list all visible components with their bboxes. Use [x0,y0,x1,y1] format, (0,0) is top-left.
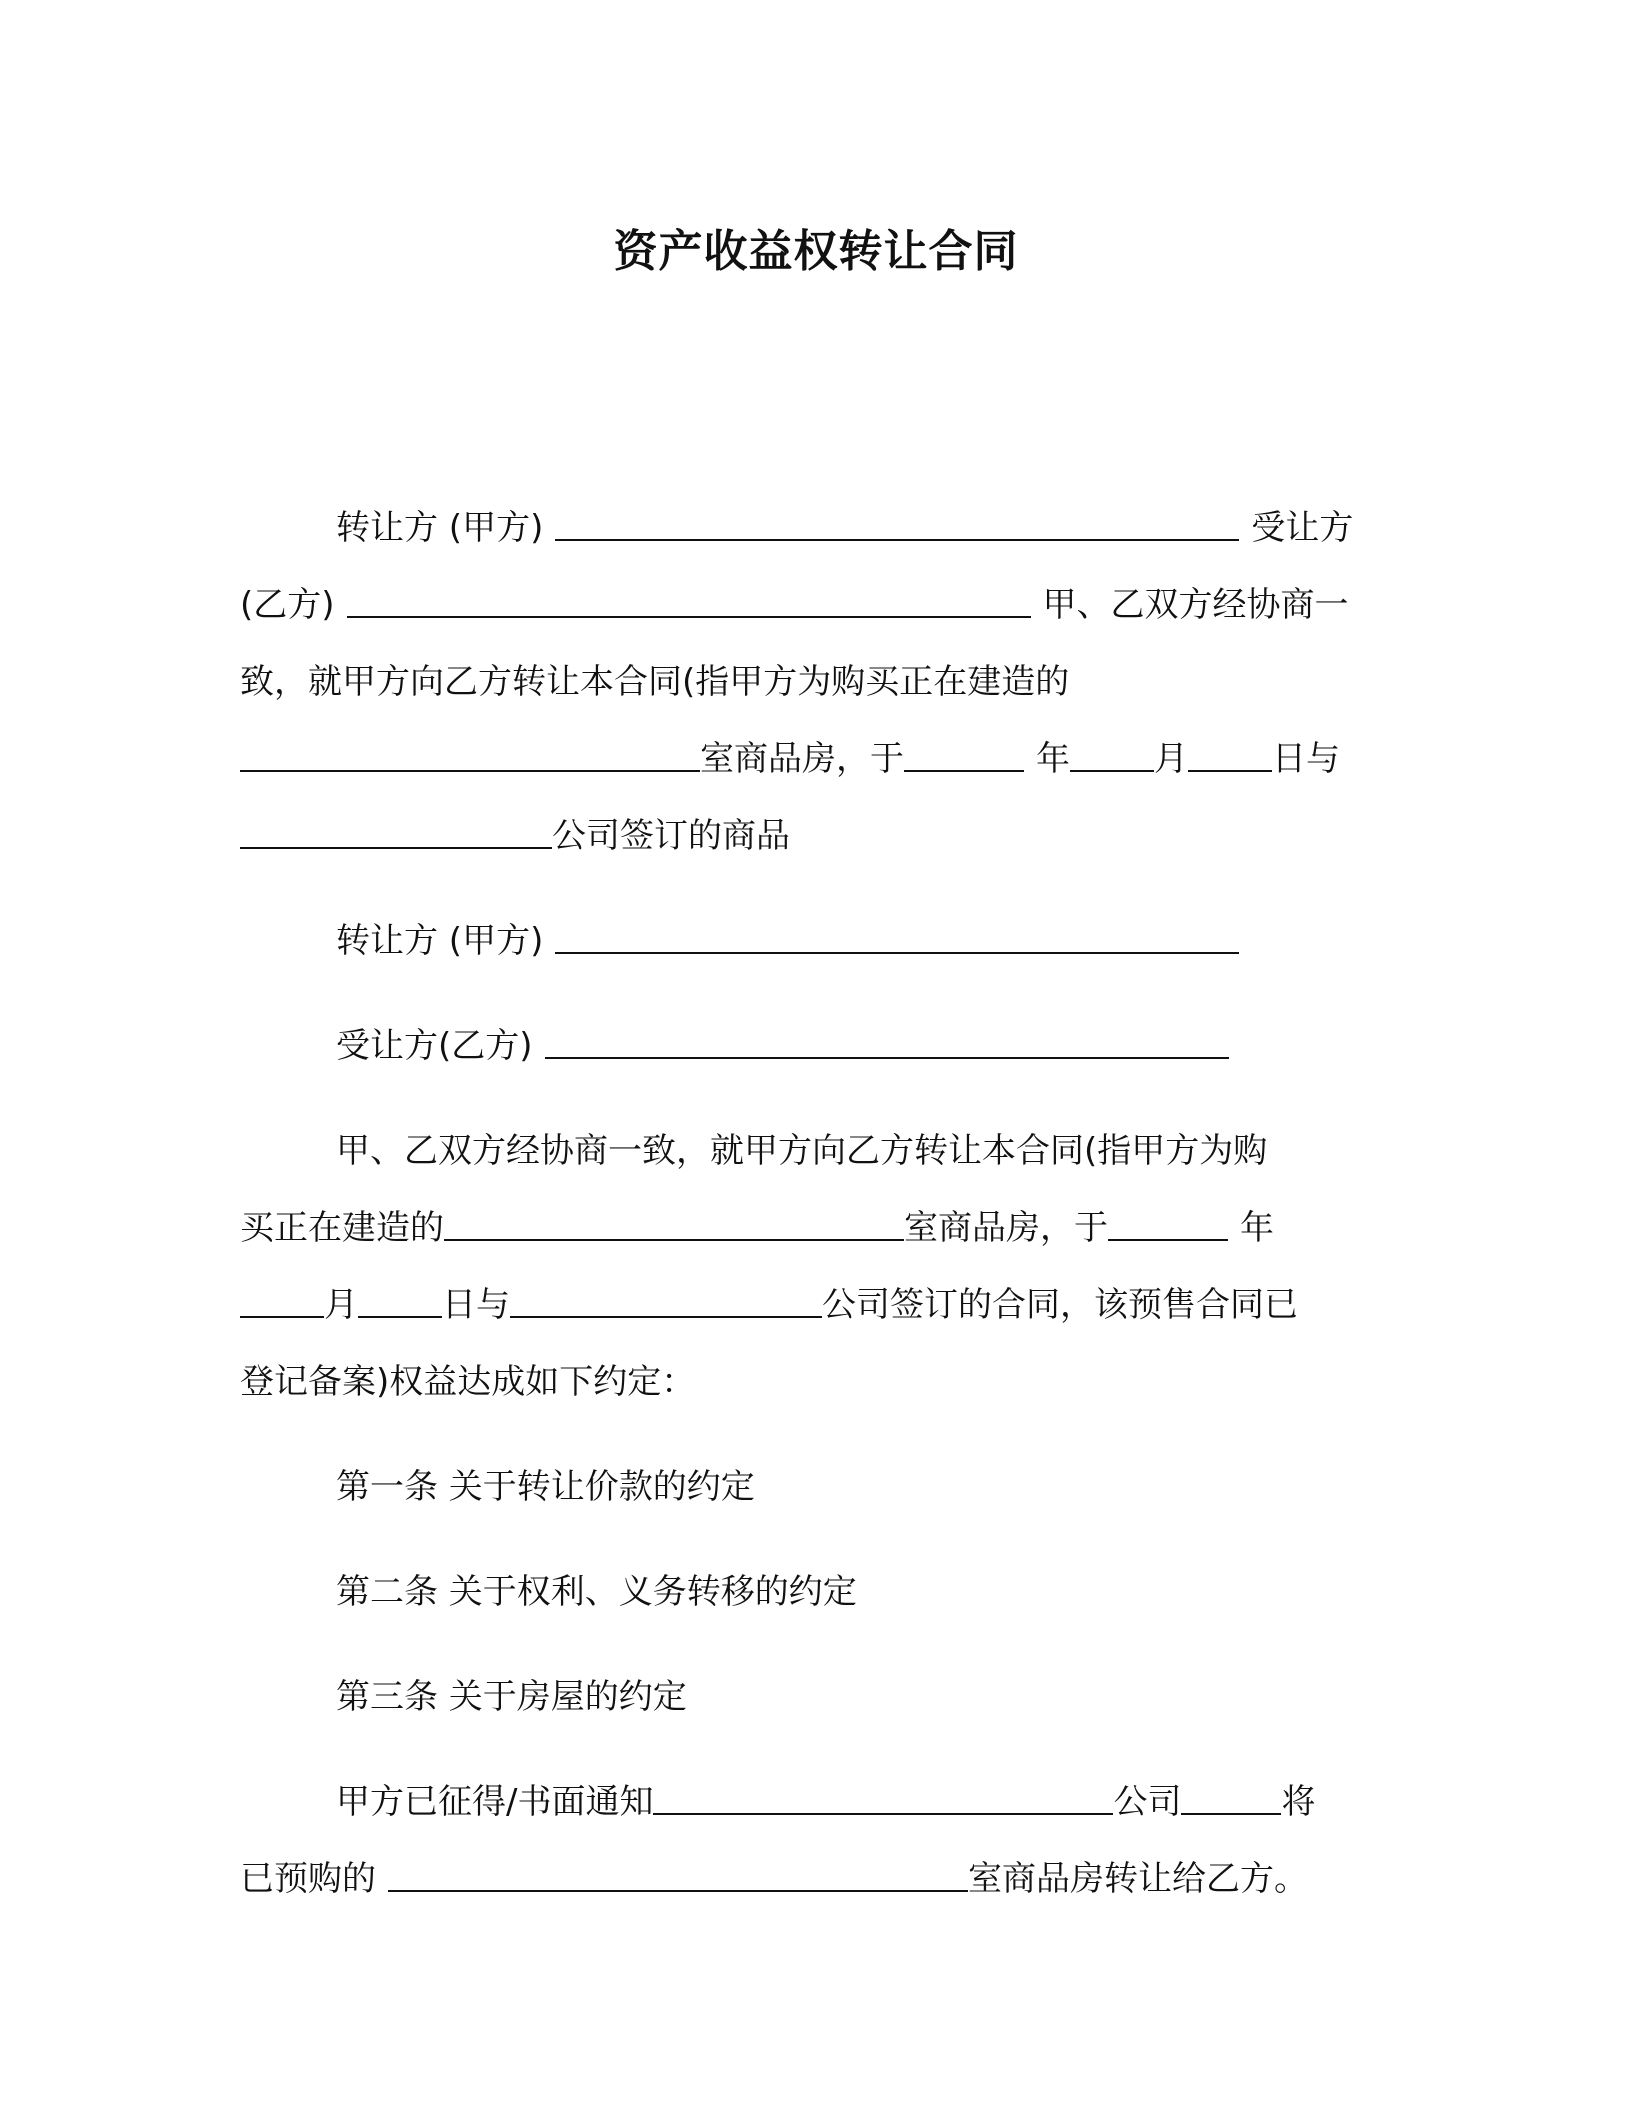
paragraph-line [240,1190,1390,1267]
transferor-label: 转让方 (甲方) [336,508,544,548]
blank-line [1188,740,1272,772]
blank-line [545,1027,1229,1059]
paragraph-text: 买正在建造的 [240,1208,444,1248]
article-2-heading [240,1554,1390,1631]
article-3-heading [240,1659,1390,1736]
blank-line [1108,1209,1228,1241]
paragraph-line [240,1344,1390,1421]
blank-line [444,1209,904,1241]
article-1-text: 第一条 关于转让价款的约定 [336,1467,755,1507]
blank-line [904,740,1024,772]
paragraph-text: 已预购的 [240,1859,376,1899]
paragraph-line [240,1113,1390,1190]
company-label: 公司 [1113,1782,1182,1822]
paragraph-line [240,1008,1390,1085]
blank-line [240,1286,324,1318]
article-3-text: 第三条 关于房屋的约定 [336,1677,687,1717]
blank-line [240,817,552,849]
blank-line [347,586,1031,618]
blank-line [555,509,1239,541]
day-label: 日与 [1272,739,1340,779]
paragraph-line [240,1267,1390,1344]
paragraph-text: 致，就甲方向乙方转让本合同(指甲方为购买正在建造的 [240,662,1070,702]
blank-line [653,1783,1113,1815]
month-label: 月 [1154,739,1188,779]
article-1-heading [240,1449,1390,1526]
document-body [240,490,1390,1918]
paragraph-text: 登记备案)权益达成如下约定： [240,1362,696,1402]
paragraph-line [240,490,1390,567]
paragraph-text: 将 [1281,1782,1316,1822]
paragraph-text: 甲、乙双方经协商一 [1042,585,1349,625]
blank-line [240,740,700,772]
month-label: 月 [324,1285,358,1325]
transferor-label: 转让方 (甲方) [336,921,544,961]
paragraph-line [240,721,1390,798]
paragraph-text: 公司签订的合同，该预售合同已 [822,1285,1298,1325]
paragraph-line [240,644,1390,721]
paragraph-line [240,1841,1390,1918]
day-label: 日与 [442,1285,510,1325]
blank-line [358,1286,442,1318]
paragraph-line [240,1764,1390,1841]
blank-line [510,1286,822,1318]
paragraph-text: 室商品房，于 [700,739,904,779]
document-title: 资产收益权转让合同 [613,226,1019,277]
paragraph-text: 甲、乙双方经协商一致，就甲方向乙方转让本合同(指甲方为购 [336,1131,1268,1171]
paragraph-text: 室商品房转让给乙方。 [968,1859,1308,1899]
article-2-text: 第二条 关于权利、义务转移的约定 [336,1572,857,1612]
paragraph-text: 甲方已征得/书面通知 [336,1782,654,1822]
year-label: 年 [1036,739,1070,779]
blank-line [555,922,1239,954]
paragraph-line [240,567,1390,644]
blank-line [1181,1783,1281,1815]
year-label: 年 [1240,1208,1274,1248]
paragraph-line [240,903,1390,980]
paragraph-text: 公司签订的商品 [552,816,790,856]
blank-line [388,1860,968,1892]
blank-line [1070,740,1154,772]
transferee-label: 受让方 [1251,508,1354,548]
transferee-label-cont: (乙方) [240,585,335,625]
transferee-label: 受让方(乙方) [336,1026,533,1066]
paragraph-text: 室商品房，于 [904,1208,1108,1248]
paragraph-line [240,798,1390,875]
